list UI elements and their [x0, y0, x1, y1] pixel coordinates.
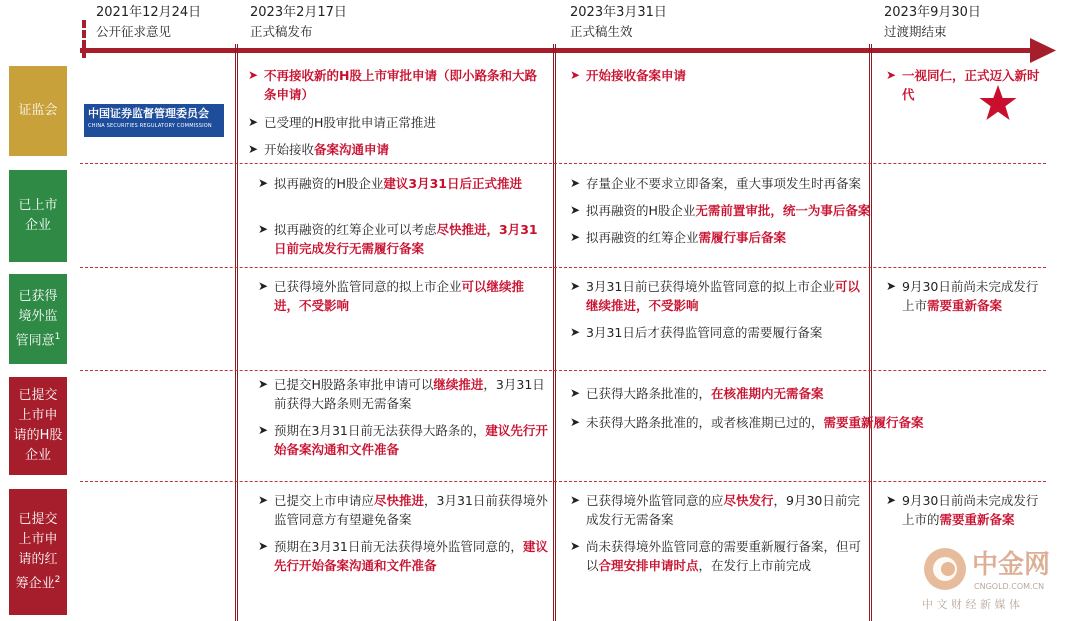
body-text: 已获得境外监管同意的拟上市企业 [274, 279, 462, 294]
bullet-arrow-icon: ➤ [570, 539, 581, 553]
milestone-date-3: 2023年3月31日 [570, 5, 667, 20]
milestone-date-4: 2023年9月30日 [884, 5, 981, 20]
bullet-arrow-icon: ➤ [570, 279, 581, 293]
bullet-item [258, 491, 550, 529]
row-divider-3 [80, 370, 1046, 371]
row-label-text: 境外监 [18, 308, 58, 324]
milestone-date-2: 2023年2月17日 [250, 5, 347, 20]
row-label-text: 管同意$^1$ [15, 331, 61, 349]
row-label-csrc [9, 66, 67, 156]
body-text: 一视同仁，正式迈入新时代 [902, 68, 1040, 102]
csrc-logo-en: CHINA SECURITIES REGULATORY COMMISSION [88, 123, 212, 129]
body-text: 已获得境外监管同意的应 [586, 493, 724, 508]
bullet-arrow-icon: ➤ [258, 423, 269, 437]
body-text: 已受理的H股审批申请正常推进 [264, 115, 436, 130]
bullet-arrow-icon: ➤ [570, 325, 581, 339]
bullet-item [570, 66, 862, 85]
row-divider-4 [80, 481, 1046, 482]
body-text: 拟再融资的H股企业 [586, 203, 696, 218]
timeline-arrowhead [1030, 38, 1056, 63]
body-text: 存量企业不要求立即备案，重大事项发生时再备案 [586, 176, 862, 191]
highlight-text: 备案沟通申请 [314, 142, 390, 157]
bullet-item [258, 277, 548, 315]
highlight-text: 可以继续推进，不受影响 [586, 279, 860, 313]
bullet-item [570, 537, 862, 575]
bullet-item [570, 413, 1040, 432]
body-text: ，3月31日前获得境外监管同意方有望避免备案 [274, 493, 548, 527]
bullet-arrow-icon: ➤ [258, 539, 269, 553]
bullet-arrow-icon: ➤ [886, 279, 897, 293]
star-icon [978, 84, 1018, 122]
watermark-url: CNGOLD.COM.CN [974, 582, 1045, 591]
row-label-text: 已提交 [18, 388, 58, 403]
body-text: 9月30日前尚未完成发行上市的 [902, 493, 1039, 527]
row-label-h-share [9, 377, 67, 475]
row-label-text: 上市申 [18, 531, 58, 547]
body-text: 拟再融资的H股企业 [274, 176, 384, 191]
row-label-approved [9, 274, 67, 364]
bullet-item [570, 384, 1040, 403]
bullet-item [258, 220, 550, 258]
body-text: 3月31日前已获得境外监管同意的拟上市企业 [586, 279, 835, 294]
bullet-item [258, 421, 550, 459]
highlight-text: 建议3月31日后正式推进 [383, 176, 522, 191]
row-label-text: 请的红 [18, 551, 58, 567]
highlight-text: 需要重新履行备案 [823, 415, 924, 430]
highlight-text: 合理安排申请时点 [598, 558, 699, 573]
watermark-name: 中金网 [972, 550, 1051, 580]
csrc-logo [84, 104, 224, 137]
body-text: 9月30日前尚未完成发行上市 [902, 279, 1039, 313]
timeline-bar [80, 48, 1038, 53]
body-text: ，3月31日前获得大路条则无需备案 [274, 377, 545, 411]
bullet-arrow-icon: ➤ [570, 493, 581, 507]
body-text: 拟再融资的红筹企业 [586, 230, 699, 245]
milestone-label-2: 正式稿发布 [250, 24, 313, 39]
bullet-arrow-icon: ➤ [570, 230, 581, 244]
highlight-text: 在核准期内无需备案 [711, 386, 824, 401]
row-label-text: 已提交 [18, 511, 58, 527]
bullet-item [886, 491, 1046, 529]
bullet-arrow-icon: ➤ [258, 176, 269, 190]
bullet-item [570, 201, 960, 220]
bullet-item [570, 277, 862, 315]
body-text: 拟再融资的红筹企业可以考虑 [274, 222, 437, 237]
milestone-date-1: 2021年12月24日 [96, 5, 202, 20]
milestone-line-3 [553, 44, 556, 621]
milestone-line-4 [869, 44, 872, 621]
bullet-item [570, 491, 862, 529]
bullet-item [570, 228, 960, 247]
row-label-text: 上市申 [18, 408, 58, 423]
bullet-arrow-icon: ➤ [258, 493, 269, 507]
bullet-arrow-icon: ➤ [886, 68, 897, 82]
bullet-arrow-icon: ➤ [570, 386, 581, 400]
csrc-logo-cn: 中国证券监督管理委员会 [88, 107, 209, 120]
bullet-item [248, 113, 544, 132]
body-text: ，在发行上市前完成 [698, 558, 812, 573]
milestone-line-2 [235, 44, 238, 621]
milestone-label-1: 公开征求意见 [96, 24, 172, 39]
row-label-text: 请的H股 [13, 428, 63, 443]
highlight-text: 需要重新备案 [939, 512, 1015, 527]
highlight-text: 尽快推进，3月31日前完成发行无需履行备案 [274, 222, 538, 256]
highlight-text: 尽快发行 [723, 493, 774, 508]
body-text: 已获得大路条批准的， [586, 386, 712, 401]
highlight-text: 可以继续推进，不受影响 [274, 279, 525, 313]
bullet-arrow-icon: ➤ [570, 415, 581, 429]
row-label-text: 筹企业$^2$ [15, 574, 61, 592]
bullet-item [248, 66, 544, 104]
body-text: 已提交上市申请应 [274, 493, 375, 508]
bullet-item [886, 66, 1046, 104]
row-label-red-chip [9, 489, 67, 615]
watermark-logo-icon [922, 546, 968, 592]
bullet-item [258, 375, 550, 413]
bullet-item [570, 323, 862, 342]
body-text: 尚未获得境外监管同意的需要重新履行备案，但可以 [586, 539, 862, 573]
highlight-text: 无需前置审批，统一为事后备案 [695, 203, 871, 218]
milestone-label-3: 正式稿生效 [570, 24, 633, 39]
body-text: 预期在3月31日前无法获得境外监管同意的， [274, 539, 523, 554]
row-label-text: 证监会 [18, 103, 58, 118]
row-label-text: 企业 [24, 448, 51, 463]
highlight-text: 尽快推进 [374, 493, 425, 508]
bullet-item [886, 277, 1046, 315]
bullet-item [570, 174, 960, 193]
highlight-text: 继续推进 [433, 377, 484, 392]
body-text: 预期在3月31日前无法获得大路条的， [274, 423, 486, 438]
bullet-arrow-icon: ➤ [886, 493, 897, 507]
watermark [922, 546, 1072, 618]
bullet-arrow-icon: ➤ [258, 222, 269, 236]
highlight-text: 需履行事后备案 [698, 230, 787, 245]
bullet-item [258, 174, 550, 193]
highlight-text: 需要重新备案 [927, 298, 1003, 313]
bullet-item [248, 140, 544, 159]
watermark-slogan: 中 文 财 经 新 媒 体 [922, 598, 1020, 611]
bullet-arrow-icon: ➤ [570, 176, 581, 190]
bullet-arrow-icon: ➤ [258, 377, 269, 391]
bullet-arrow-icon: ➤ [570, 68, 581, 82]
body-text: 开始接收备案申请 [586, 68, 687, 83]
row-divider-1 [80, 163, 1046, 164]
row-label-text: 企业 [24, 218, 51, 233]
bullet-arrow-icon: ➤ [248, 142, 259, 156]
row-label-text: 已获得 [18, 288, 58, 304]
bullet-arrow-icon: ➤ [248, 115, 259, 129]
bullet-arrow-icon: ➤ [248, 68, 259, 82]
body-text: 新的H股上市审批申请（即小路条和大路条申请） [264, 68, 537, 102]
bullet-arrow-icon: ➤ [258, 279, 269, 293]
highlight-text: 建议先行开始备案沟通和文件准备 [274, 539, 548, 573]
body-text: 未获得大路条批准的，或者核准期已过的， [586, 415, 824, 430]
body-text: 已提交H股路条审批申请可以 [274, 377, 434, 392]
row-label-text: 已上市 [18, 198, 58, 213]
body-text: ，9月30日前完成发行无需备案 [586, 493, 860, 527]
body-text: 开始接收 [264, 142, 315, 157]
body-text: 3月31日后才获得监管同意的需要履行备案 [586, 325, 823, 340]
milestone-marker-1 [82, 20, 86, 58]
bullet-arrow-icon: ➤ [570, 203, 581, 217]
highlight-text: 建议先行开始备案沟通和文件准备 [274, 423, 548, 457]
row-label-listed [9, 170, 67, 262]
row-divider-2 [80, 267, 1046, 268]
bullet-item [258, 537, 550, 575]
highlight-text: 不再接收 [264, 68, 315, 83]
milestone-label-4: 过渡期结束 [884, 24, 947, 39]
